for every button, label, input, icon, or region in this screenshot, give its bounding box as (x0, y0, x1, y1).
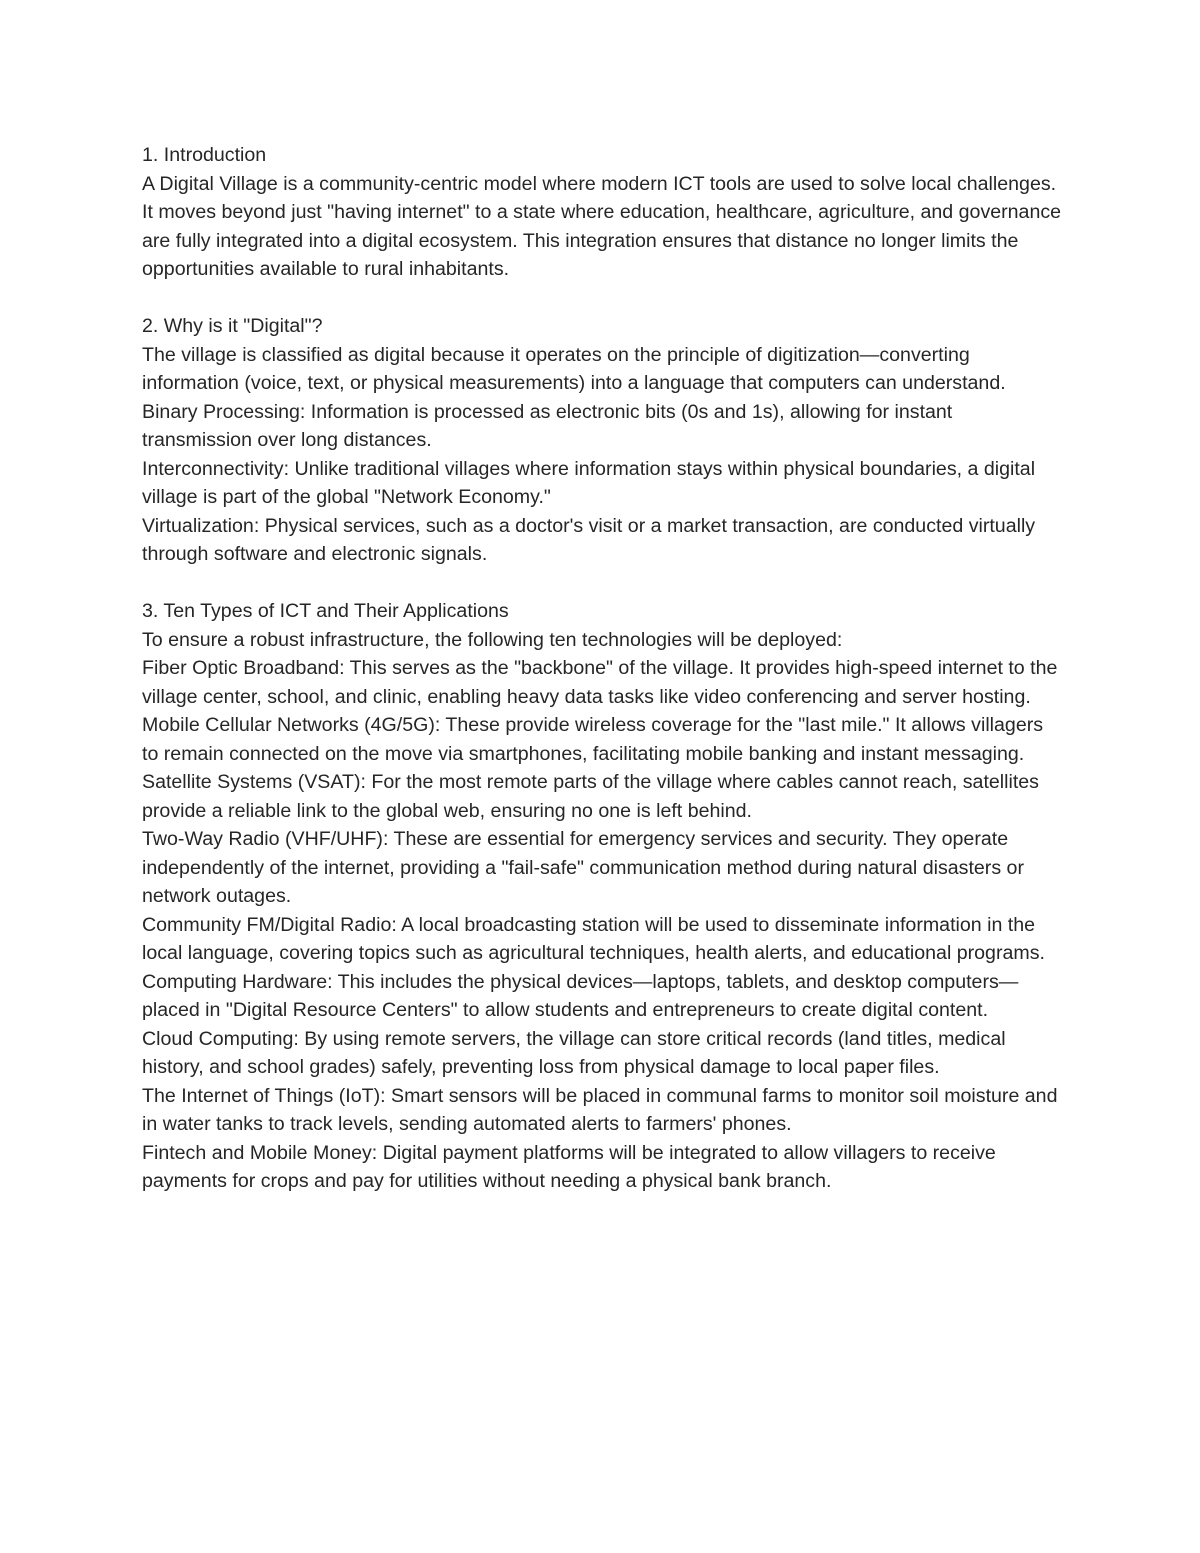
paragraph: Binary Processing: Information is processed as electronic bits (0s and 1s), allowing for instant transmission over long distances. (142, 400, 953, 451)
paragraph: Mobile Cellular Networks (4G/5G): These provide wireless coverage for the "last mile." It allows villagers to remain connected on the move via smartphones, facilitating mobile banking and instant messaging. (142, 714, 1044, 765)
paragraph: Computing Hardware: This includes the physical devices—laptops, tablets, and desktop computers—placed in "Digital Resource Centers" to allow students and entrepreneurs to create digital content. (142, 970, 1019, 1021)
paragraph: Fintech and Mobile Money: Digital payment platforms will be integrated to allow villagers to receive payments for crops and pay for utilities without needing a physical bank branch. (142, 1141, 996, 1192)
paragraph: Virtualization: Physical services, such as a doctor's visit or a market transaction, are conducted virtually through software and electronic signals. (142, 514, 1036, 565)
section-ten-types-ict (142, 597, 1062, 1196)
paragraph: Satellite Systems (VSAT): For the most remote parts of the village where cables cannot reach, satellites provide a reliable link to the global web, ensuring no one is left behind. (142, 771, 1039, 822)
section-heading: 1. Introduction (142, 144, 267, 166)
paragraph: A Digital Village is a community-centric model where modern ICT tools are used to solve local challenges. It moves beyond just "having internet" to a state where education, healthcare, agriculture, and governance are fully integrated into a digital ecosystem. This integration ensures that distance no longer limits the opportunities available to rural inhabitants. (142, 172, 1062, 280)
section-spacer (142, 569, 1062, 598)
paragraph: Community FM/Digital Radio: A local broadcasting station will be used to disseminate information in the local language, covering topics such as agricultural techniques, health alerts, and educational programs. (142, 913, 1045, 964)
paragraph: Fiber Optic Broadband: This serves as the "backbone" of the village. It provides high-speed internet to the village center, school, and clinic, enabling heavy data tasks like video conferencing and server hosting. (142, 657, 1058, 708)
paragraph: Two-Way Radio (VHF/UHF): These are essential for emergency services and security. They operate independently of the internet, providing a "fail-safe" communication method during natural disasters or network outages. (142, 828, 1024, 907)
paragraph: The Internet of Things (IoT): Smart sensors will be placed in communal farms to monitor soil moisture and in water tanks to track levels, sending automated alerts to farmers' phones. (142, 1084, 1058, 1135)
section-why-digital (142, 312, 1062, 569)
section-spacer (142, 284, 1062, 313)
document-page (142, 141, 1062, 1196)
section-heading: 3. Ten Types of ICT and Their Applications (142, 600, 509, 622)
paragraph: The village is classified as digital because it operates on the principle of digitization—converting information (voice, text, or physical measurements) into a language that computers can understand. (142, 343, 1006, 394)
section-introduction (142, 141, 1062, 284)
paragraph: To ensure a robust infrastructure, the following ten technologies will be deployed: (142, 628, 843, 651)
section-heading: 2. Why is it "Digital"? (142, 315, 323, 337)
paragraph: Cloud Computing: By using remote servers, the village can store critical records (land titles, medical history, and school grades) safely, preventing loss from physical damage to local paper files. (142, 1027, 1006, 1078)
paragraph: Interconnectivity: Unlike traditional villages where information stays within physical boundaries, a digital village is part of the global "Network Economy." (142, 457, 1036, 508)
